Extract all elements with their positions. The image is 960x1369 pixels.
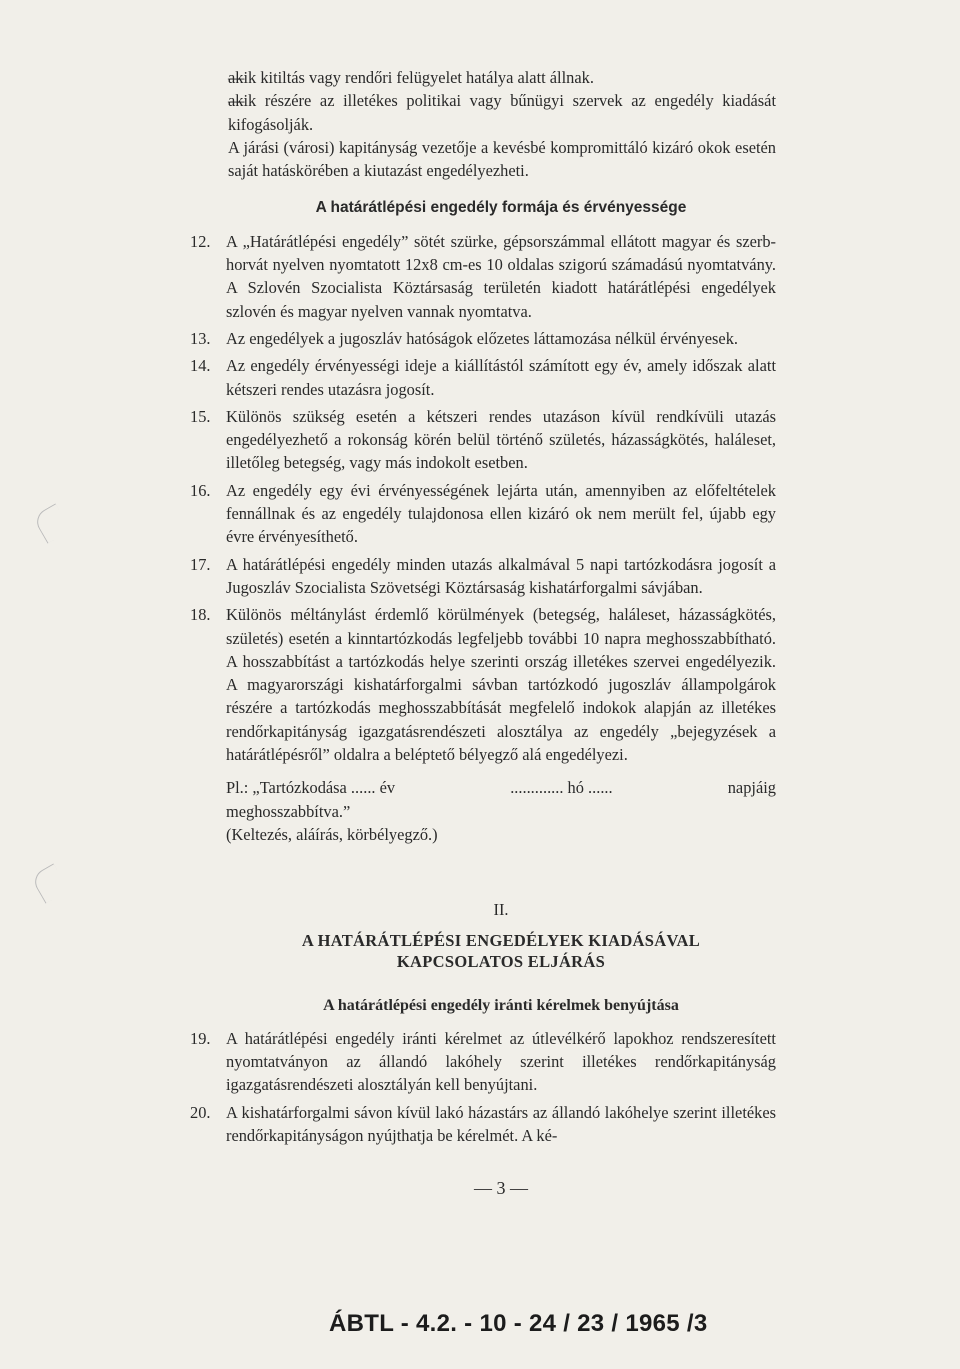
list-item xyxy=(190,327,776,350)
intro-paragraph: A járási (városi) kapitányság vezetője a kevésbé kompromittáló kizáró okok esetén saját hatáskörében a kiutazást engedélyezheti. xyxy=(228,137,776,181)
example-part: napjáig xyxy=(727,778,776,798)
example-part: Pl.: „Tartózkodása ...... év xyxy=(226,778,396,798)
item-number: 12. xyxy=(190,231,211,251)
list-item xyxy=(190,1027,776,1097)
example-line xyxy=(226,776,776,799)
item-number: 15. xyxy=(190,406,211,426)
list-item xyxy=(190,1101,776,1148)
item-text: Az engedély érvényességi ideje a kiállítástól számított egy év, amely időszak alatt kétszeri rendes utazásra jogosít. xyxy=(226,356,776,399)
item-number: 18. xyxy=(190,605,211,625)
punch-hole-mark xyxy=(32,503,71,543)
list-item xyxy=(190,603,776,766)
item-text: Az engedély egy évi érvényességének lejárta után, amennyiben az előfeltételek fennállnak és az engedély tulajdonosa ellen kizáró ok nem merült fel, újabb egy évre érvényesíthető. xyxy=(226,480,776,547)
item-text: A határátlépési engedély minden utazás alkalmával 5 napi tartózkodásra jogosít a Jugoszláv Szocialista Szövetségi Köztársaság kishatárforgalmi sávjában. xyxy=(226,554,776,597)
part-number: II. xyxy=(493,900,509,920)
item-number: 19. xyxy=(190,1028,211,1048)
dash-text: akik kitiltás vagy rendőri felügyelet hatálya alatt állnak. xyxy=(228,68,594,87)
dash-text: akik részére az illetékes politikai vagy bűnügyi szervek az engedély kiadását kifogásolják. xyxy=(228,91,776,134)
part-title xyxy=(190,930,776,972)
example-block xyxy=(190,776,776,846)
part-title-line: A HATÁRÁTLÉPÉSI ENGEDÉLYEK KIADÁSÁVAL xyxy=(301,930,701,950)
section-heading: A határátlépési engedély formája és érvényessége xyxy=(315,199,687,217)
part-title-line: KAPCSOLATOS ELJÁRÁS xyxy=(396,951,606,971)
item-text: A kishatárforgalmi sávon kívül lakó házastárs az állandó lakóhelye szerint illetékes rendőrkapitányságon nyújthatja be kérelmét. A ké- xyxy=(226,1102,776,1145)
list-item xyxy=(190,230,776,323)
example-line: meghosszabbítva.” xyxy=(226,801,351,821)
dash-mark xyxy=(190,66,228,89)
item-text: A „Határátlépési engedély” sötét szürke, gépsorszámmal ellátott magyar és szerb-horvát nyelven nyomtatott 12x8 cm-es 10 oldalas szigorú számadású nyomtatvány. A Szlovén Szocialista Köztársaság területén kiadott határátlépési engedélyek szlovén és magyar nyelven vannak nyomtatva. xyxy=(226,231,776,321)
item-number: 20. xyxy=(190,1102,211,1122)
archive-reference: ÁBTL - 4.2. - 10 - 24 / 23 / 1965 /3 xyxy=(329,1310,708,1337)
item-number: 16. xyxy=(190,480,211,500)
punch-hole-mark xyxy=(30,863,69,903)
dash-mark xyxy=(190,89,228,136)
list-item xyxy=(190,553,776,600)
list-item xyxy=(190,479,776,549)
document-body xyxy=(190,66,776,1201)
section-heading: A határátlépési engedély iránti kérelmek benyújtása xyxy=(323,996,679,1014)
example-note: (Keltezés, aláírás, körbélyegző.) xyxy=(226,824,438,844)
numbered-list xyxy=(190,230,776,767)
item-text: Különös méltánylást érdemlő körülmények (betegség, haláleset, házasságkötés, születés) esetén a kinntartózkodás legfeljebb további 10 napra meghosszabbítható. A hosszabbítást a tartózkodás helye szerinti ország illetékes szervei engedélyezik. A magyarországi kishatárforgalmi sávban tartózkodó jugoszláv állampolgárok részére a tartózkodás meghosszabbítását megfelelő indokok alapján az illetékes rendőrkapitányság igazgatásrendészeti alosztálya az engedély „bejegyzések a határátlépésről” oldalra a beléptető bélyegző alá engedélyezi. xyxy=(226,605,776,765)
example-part: ............. hó ...... xyxy=(510,778,613,798)
page-number: — 3 — xyxy=(474,1178,528,1199)
item-text: A határátlépési engedély iránti kérelmet az útlevélkérő lapokhoz rendszeresített nyomtatványon az állandó lakóhely szerint illetékes rendőrkapitányság igazgatásrendészeti alosztályán kell benyújtani. xyxy=(226,1028,776,1095)
item-number: 17. xyxy=(190,554,211,574)
numbered-list xyxy=(190,1027,776,1147)
item-text: Az engedélyek a jugoszláv hatóságok előzetes láttamozása nélkül érvényesek. xyxy=(226,328,738,348)
item-text: Különös szükség esetén a kétszeri rendes utazáson kívül rendkívüli utazás engedélyezhető a rokonság körén belül történő születés, házasságkötés, haláleset, illetőleg betegség, vagy más indokolt esetben. xyxy=(226,406,776,473)
list-item xyxy=(190,354,776,401)
item-number: 14. xyxy=(190,356,211,376)
dash-item xyxy=(190,66,776,89)
list-item xyxy=(190,405,776,475)
item-number: 13. xyxy=(190,328,211,348)
dash-item xyxy=(190,89,776,136)
